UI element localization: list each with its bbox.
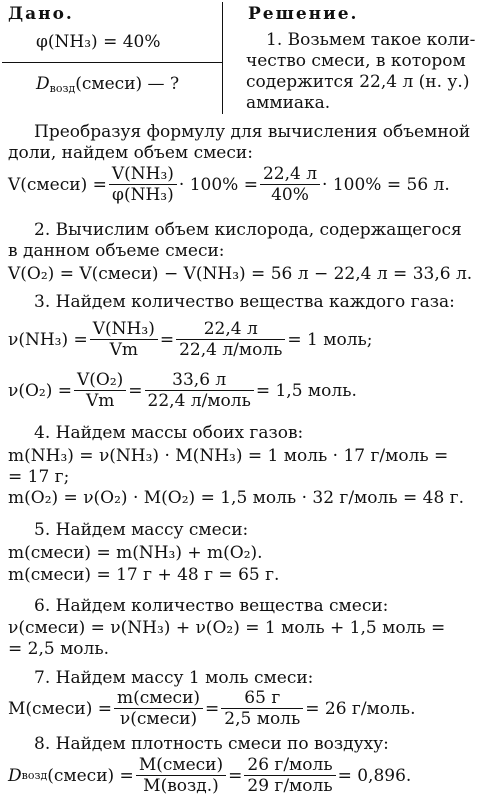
step5-heading: 5. Найдем массу смеси: xyxy=(34,520,249,540)
f1-fr1-num: V(NH₃) xyxy=(109,164,177,185)
f9-fr2-den: 29 г/моль xyxy=(247,776,333,796)
f4-fr2-den: 22,4 л/моль xyxy=(147,391,251,411)
f1-fr2-num: 22,4 л xyxy=(260,164,320,185)
formula-molar-mass-mix xyxy=(8,688,415,729)
formula-mass-o2: m(O₂) = ν(O₂) · M(O₂) = 1,5 моль · 32 г/моль = 48 г. xyxy=(8,488,464,508)
formula-nu-o2 xyxy=(8,370,357,411)
given-divider-horizontal xyxy=(2,62,222,63)
formula-nu-nh3 xyxy=(8,319,372,360)
solution-heading: Решение. xyxy=(248,4,359,24)
given-heading: Дано. xyxy=(8,4,74,24)
f4-fr1-den: Vm xyxy=(85,391,115,411)
f4-rhs: = 1,5 моль. xyxy=(255,380,357,401)
step4-heading: 4. Найдем массы обоих газов: xyxy=(34,423,304,443)
f8-fr2-num: 65 г xyxy=(221,688,303,709)
given-find-sub: возд xyxy=(49,82,76,95)
given-find-prefix: D xyxy=(36,74,50,94)
f8-fraction-1 xyxy=(114,688,203,729)
f8-fr2-den: 2,5 моль xyxy=(224,709,301,729)
f3-fr1-den: Vm xyxy=(109,340,138,360)
f8-fraction-2 xyxy=(221,688,303,729)
f3-fr2-num: 22,4 л xyxy=(176,319,285,340)
f8-fr1-num: m(смеси) xyxy=(114,688,203,709)
f9-fraction-2 xyxy=(244,755,335,796)
f3-eq: = xyxy=(159,329,175,350)
f1-rhs: · 100% = 56 л. xyxy=(322,174,450,195)
formula-air-density: D возд (смеси) = $\frac{\text{M(смеси)}}{\text{M(возд.)}}$ = $\frac{\text{26 г/моль}}{\text{29 г/моль}}$ = 0,896. xyxy=(8,755,412,796)
f9-fr1-num: M(смеси) xyxy=(136,755,226,776)
step8-heading: 8. Найдем плотность смеси по воздуху: xyxy=(34,734,389,754)
step1-line4: аммиака. xyxy=(246,93,331,113)
formula-oxygen-volume: V(O₂) = V(смеси) − V(NH₃) = 56 л − 22,4 л = 33,6 л. xyxy=(8,264,473,284)
f1-fr1-den: φ(NH₃) xyxy=(112,185,174,205)
step7-heading: 7. Найдем массу 1 моль смеси: xyxy=(34,668,314,688)
f8-lhs: M(смеси) = xyxy=(8,698,112,719)
given-find xyxy=(36,74,179,94)
f9-fr1-den: M(возд.) xyxy=(143,776,219,796)
f1-fraction-1 xyxy=(109,164,177,205)
f9-eq: = xyxy=(228,765,243,786)
step1-line2: чество смеси, в котором xyxy=(246,51,466,71)
step1-line3: содержится 22,4 л (н. у.) xyxy=(246,72,470,92)
f8-rhs: = 26 г/моль. xyxy=(305,698,416,719)
f8-fr1-den: ν(смеси) xyxy=(119,709,198,729)
intro-line1: Преобразуя формулу для вычисления объемной xyxy=(34,122,471,142)
step2-line2: в данном объеме смеси: xyxy=(8,241,225,261)
f4-fraction-2 xyxy=(145,370,254,411)
step2-line1: 2. Вычислим объем кислорода, содержащегося xyxy=(34,220,462,240)
f3-lhs: ν(NH₃) = xyxy=(8,329,88,350)
f4-fraction-1 xyxy=(74,370,126,411)
formula-volume-mixture xyxy=(8,164,450,205)
f8-eq: = xyxy=(205,698,220,719)
f9-fr2-num: 26 г/моль xyxy=(244,755,335,776)
f9-rhs: = 0,896. xyxy=(337,765,412,786)
f4-fr2-num: 33,6 л xyxy=(145,370,254,391)
formula-nu-mix-b: = 2,5 моль. xyxy=(8,639,110,659)
intro-line2: доли, найдем объем смеси: xyxy=(8,143,253,163)
f4-fr1-num: V(O₂) xyxy=(74,370,126,391)
given-find-suffix: (смеси) — ? xyxy=(75,74,180,94)
step6-heading: 6. Найдем количество вещества смеси: xyxy=(34,596,389,616)
f3-fr2-den: 22,4 л/моль xyxy=(179,340,283,360)
f3-fr1-num: V(NH₃) xyxy=(90,319,158,340)
formula-mass-nh3-a: m(NH₃) = ν(NH₃) · M(NH₃) = 1 моль · 17 г/моль = xyxy=(8,446,449,466)
f1-fr2-den: 40% xyxy=(271,185,309,205)
step1-line1: 1. Возьмем такое коли- xyxy=(266,30,476,50)
f3-fraction-2 xyxy=(176,319,285,360)
f4-lhs: ν(O₂) = xyxy=(8,380,72,401)
formula-mass-nh3-b: = 17 г; xyxy=(8,467,70,487)
f3-rhs: = 1 моль; xyxy=(287,329,373,350)
f1-lhs: V(смеси) = xyxy=(8,174,107,195)
formula-mass-mix-a: m(смеси) = m(NH₃) + m(O₂). xyxy=(8,543,263,563)
f9-fraction-1 xyxy=(136,755,226,796)
f1-fraction-2 xyxy=(260,164,320,205)
given-divider-vertical xyxy=(222,2,223,114)
formula-mass-mix-b: m(смеси) = 17 г + 48 г = 65 г. xyxy=(8,565,280,585)
f3-fraction-1 xyxy=(90,319,158,360)
f1-mid: · 100% = xyxy=(178,174,258,195)
f9-lhs-suffix: (смеси) = xyxy=(47,765,134,786)
f9-lhs-prefix: D xyxy=(8,765,22,786)
f4-eq: = xyxy=(128,380,143,401)
given-phi: φ(NH₃) = 40% xyxy=(36,32,161,52)
step3-heading: 3. Найдем количество вещества каждого газа: xyxy=(34,292,455,312)
formula-nu-mix-a: ν(смеси) = ν(NH₃) + ν(O₂) = 1 моль + 1,5 моль = xyxy=(8,618,446,638)
